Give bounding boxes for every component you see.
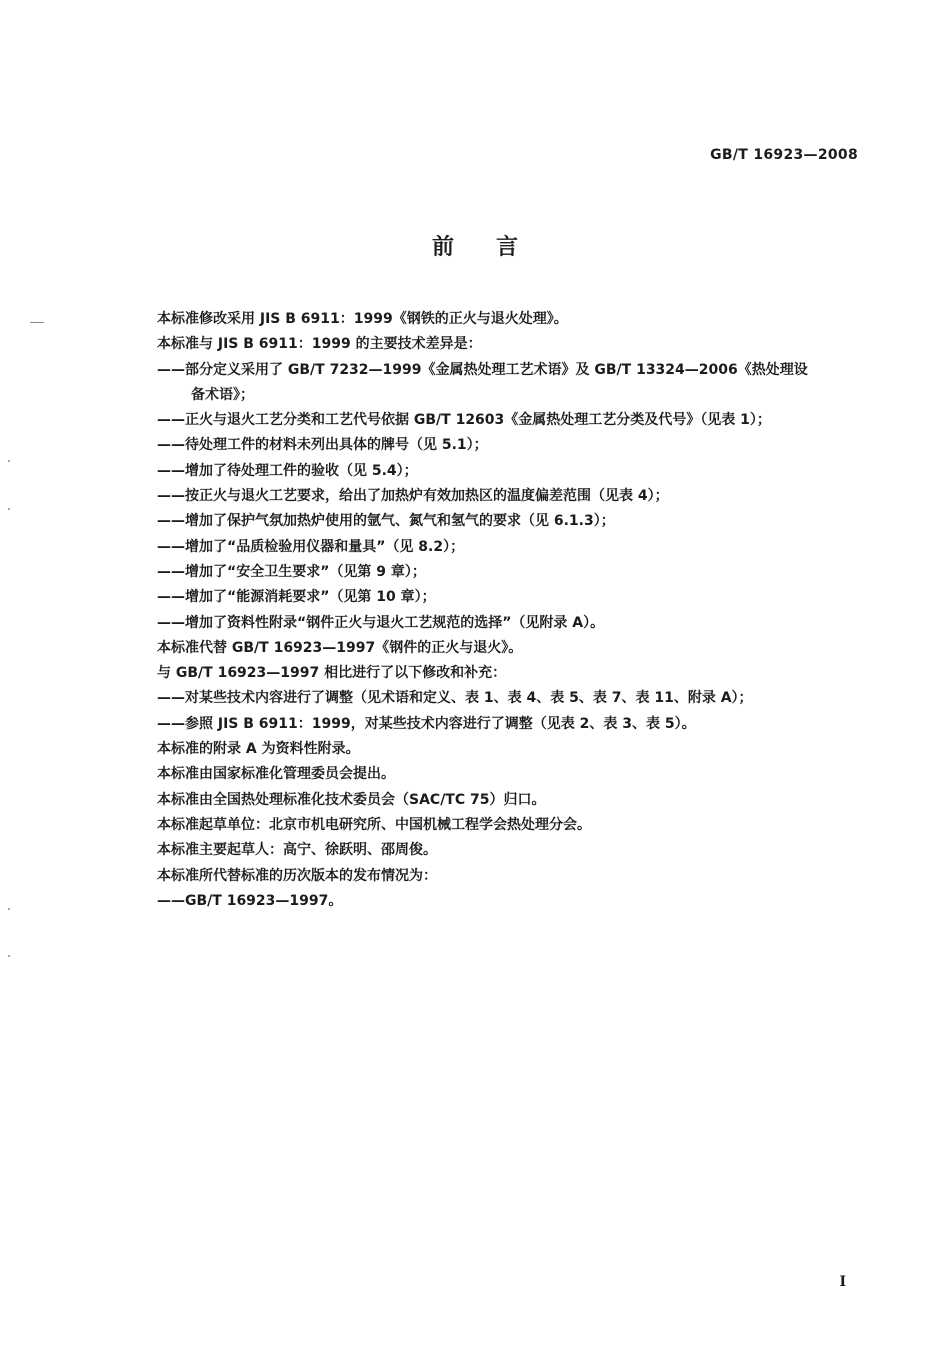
preface-line: 本标准的附录 A 为资料性附录。 xyxy=(157,741,360,758)
preface-line: 本标准代替 GB/T 16923—1997《钢件的正火与退火》。 xyxy=(157,639,523,656)
page-title: 前言 xyxy=(431,235,560,260)
standard-number: GB/T 16923—2008 xyxy=(710,147,858,163)
preface-line: ——增加了“品质检验用仪器和量具”（见 8.2）； xyxy=(157,538,465,555)
preface-line: 本标准修改采用 JIS B 6911：1999《钢铁的正火与退火处理》。 xyxy=(157,311,568,327)
preface-line-continuation: 备术语》； xyxy=(191,386,254,403)
preface-line: 本标准由国家标准化管理委员会提出。 xyxy=(157,766,395,783)
preface-line: ——增加了资料性附录“钢件正火与退火工艺规范的选择”（见附录 A）。 xyxy=(157,614,605,631)
scan-speck xyxy=(30,322,44,323)
preface-line: 本标准由全国热处理标准化技术委员会（SAC/TC 75）归口。 xyxy=(157,791,546,808)
scan-speck xyxy=(8,955,10,957)
preface-line: ——增加了保护气氛加热炉使用的氩气、氮气和氢气的要求（见 6.1.3）； xyxy=(157,513,615,530)
preface-line: ——增加了“安全卫生要求”（见第 9 章）； xyxy=(157,563,426,580)
preface-line: ——增加了“能源消耗要求”（见第 10 章）； xyxy=(157,589,436,606)
scan-speck xyxy=(8,508,10,510)
preface-line: 本标准与 JIS B 6911：1999 的主要技术差异是： xyxy=(157,336,482,353)
preface-line: ——参照 JIS B 6911：1999，对某些技术内容进行了调整（见表 2、表 3、表 5）。 xyxy=(157,715,696,732)
preface-line: ——增加了待处理工件的验收（见 5.4）； xyxy=(157,462,418,479)
preface-line: 本标准主要起草人：高宁、徐跃明、邵周俊。 xyxy=(157,842,437,859)
preface-line: 本标准起草单位：北京市机电研究所、中国机械工程学会热处理分会。 xyxy=(157,816,591,833)
preface-line: ——部分定义采用了 GB/T 7232—1999《金属热处理工艺术语》及 GB/T 13324—2006《热处理设 xyxy=(157,361,808,378)
preface-line: ——按正火与退火工艺要求，给出了加热炉有效加热区的温度偏差范围（见表 4）； xyxy=(157,488,669,505)
preface-line: ——待处理工件的材料未列出具体的牌号（见 5.1）； xyxy=(157,437,488,454)
preface-line: ——对某些技术内容进行了调整（见术语和定义、表 1、表 4、表 5、表 7、表 11、附录 A）； xyxy=(157,690,753,707)
preface-line: ——正火与退火工艺分类和工艺代号依据 GB/T 12603《金属热处理工艺分类及代号》（见表 1）； xyxy=(157,412,771,429)
scan-speck xyxy=(8,908,10,910)
preface-body xyxy=(157,307,867,914)
preface-line: 本标准所代替标准的历次版本的发布情况为： xyxy=(157,867,437,884)
preface-line: ——GB/T 16923—1997。 xyxy=(157,892,343,909)
page-number: I xyxy=(839,1274,846,1290)
preface-line: 与 GB/T 16923—1997 相比进行了以下修改和补充： xyxy=(157,665,507,682)
scan-speck xyxy=(8,460,10,462)
